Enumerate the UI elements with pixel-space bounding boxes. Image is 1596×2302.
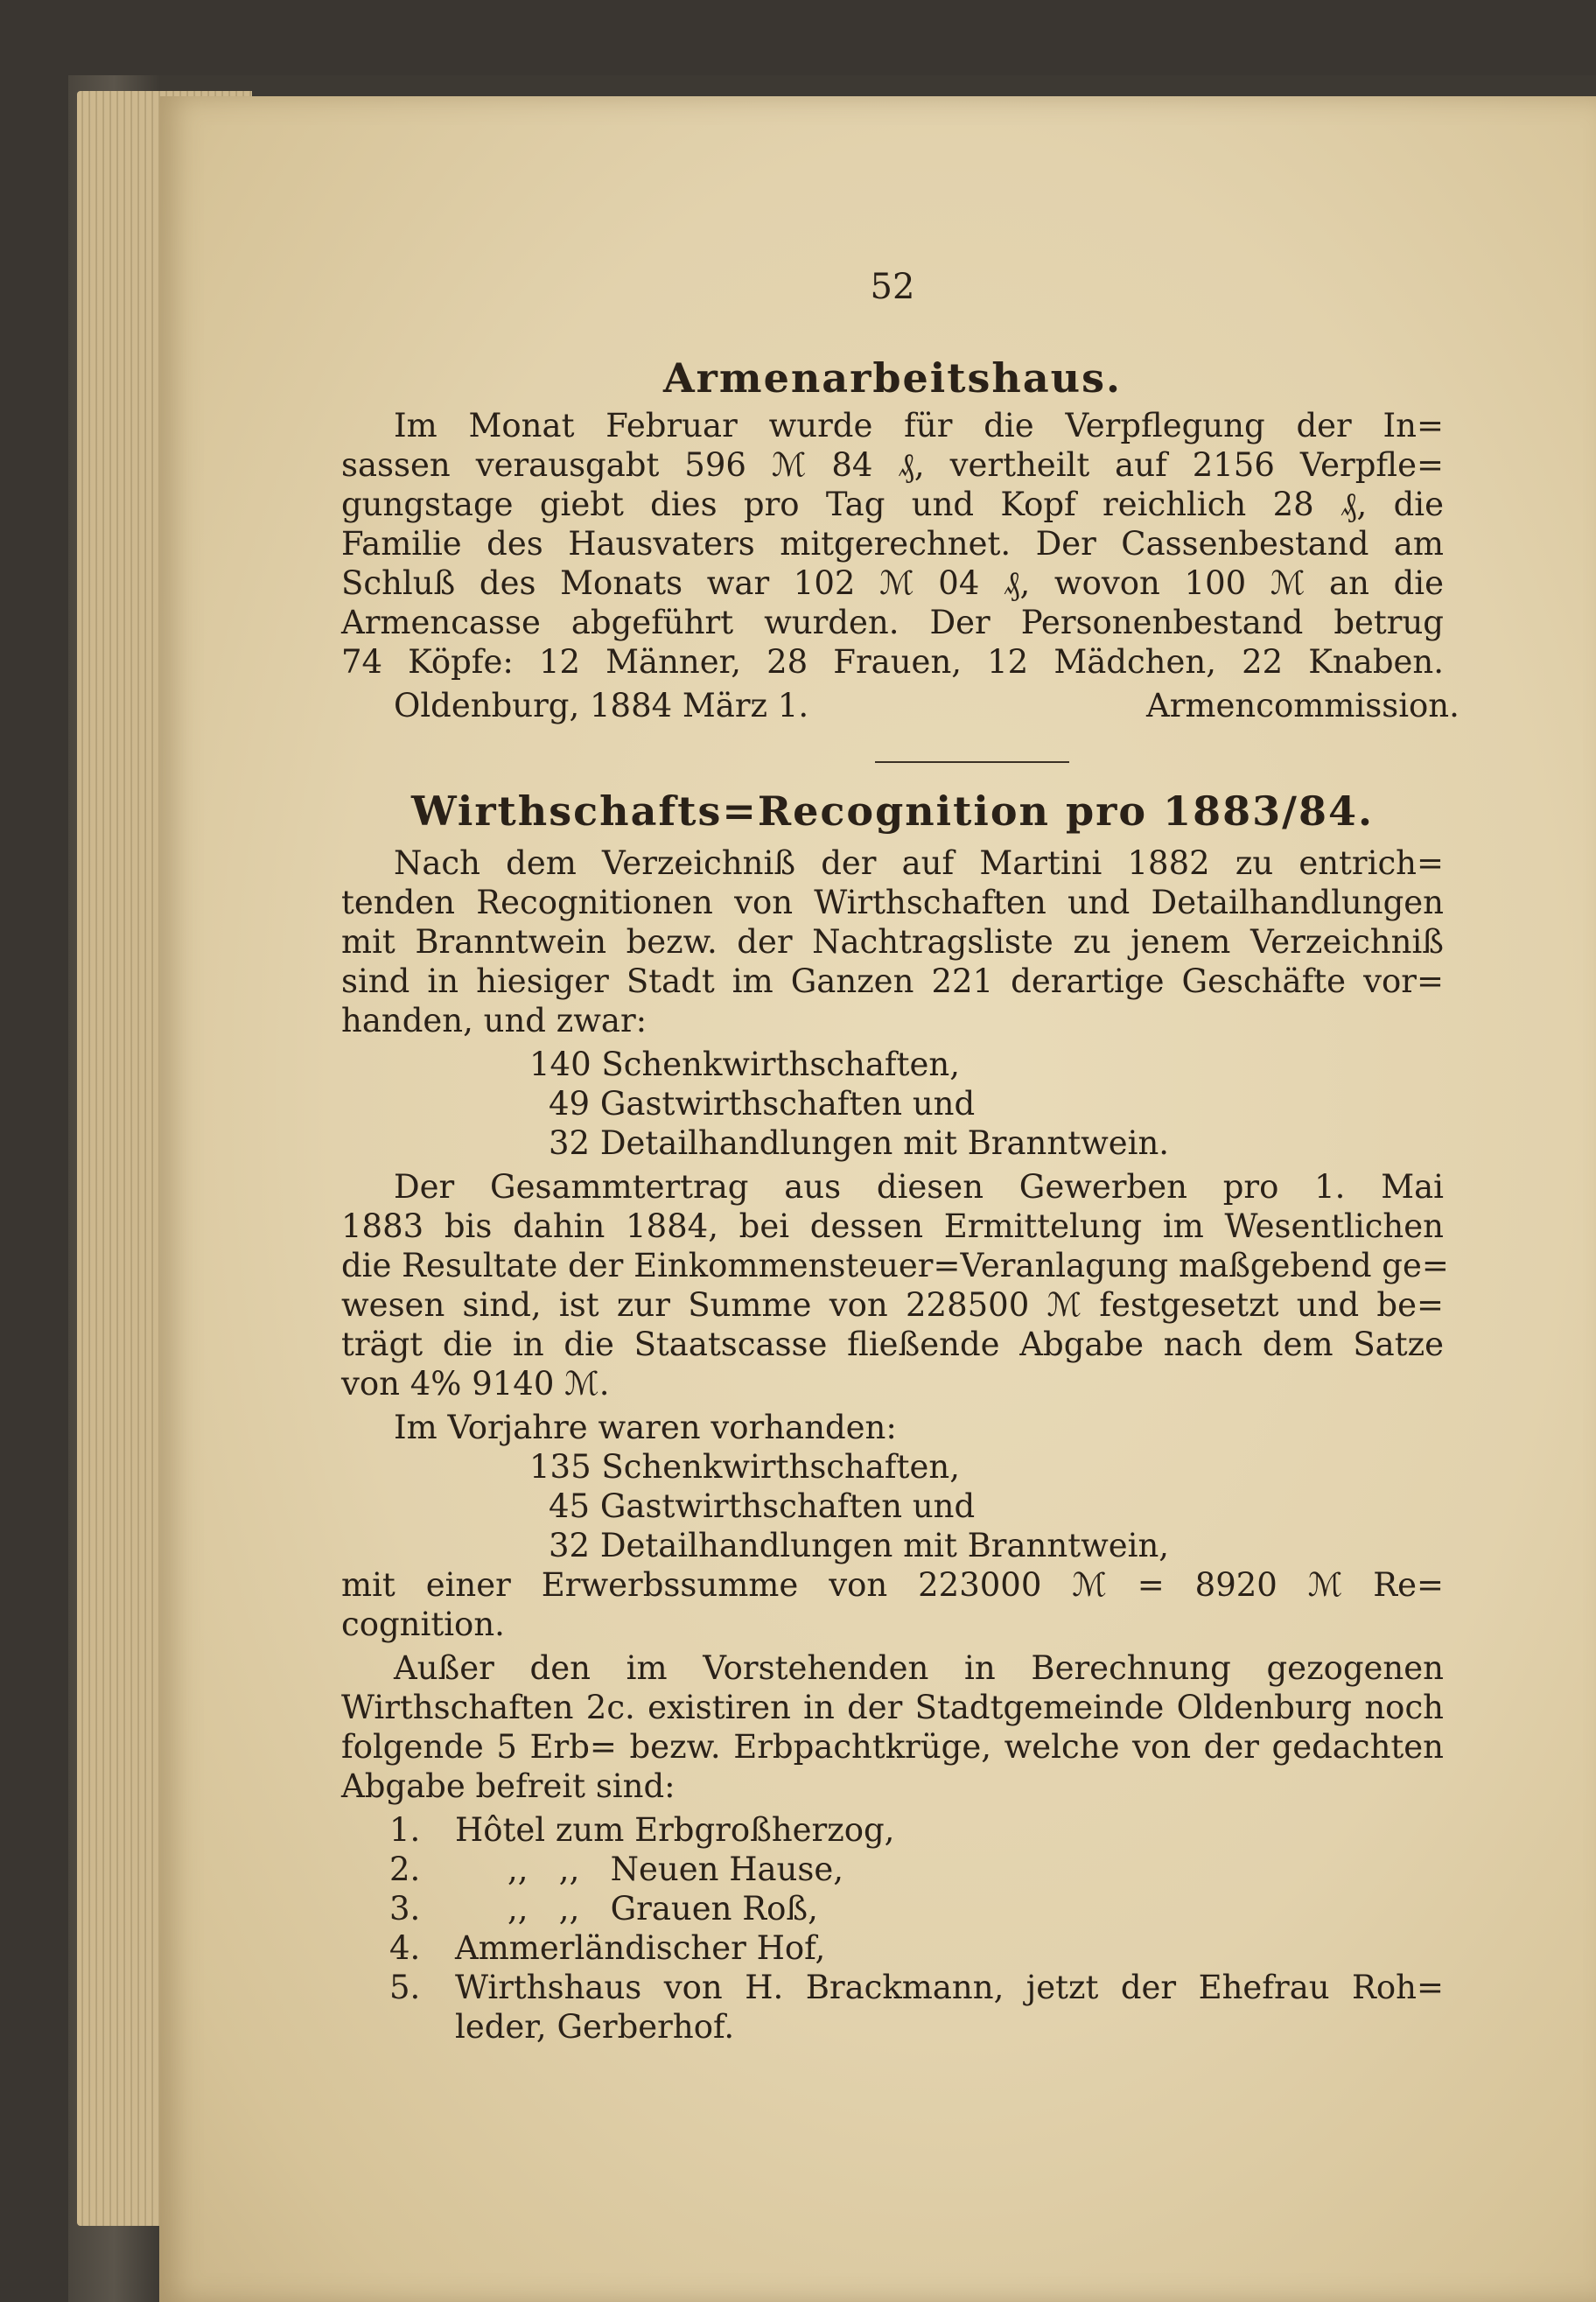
list-number: 3. (389, 1890, 421, 1928)
text-line: Wirthschaften 2c. existiren in der Stadtgemeinde Oldenburg noch (341, 1689, 1444, 1726)
section-heading-armenarbeitshaus: Armenarbeitshaus. (662, 354, 1122, 402)
text-line: Familie des Hausvaters mitgerechnet. Der Cassenbestand am (341, 525, 1444, 563)
text-line: Nach dem Verzeichniß der auf Martini 1882 zu entrich= (394, 844, 1444, 882)
text-line: Schluß des Monats war 102 ℳ 04 ₰, wovon 100 ℳ an die (341, 564, 1444, 602)
list-item: Hôtel zum Erbgroßherzog, (455, 1811, 895, 1849)
text-line: gungstage giebt dies pro Tag und Kopf reichlich 28 ₰, die (341, 486, 1444, 523)
text-line: Der Gesammtertrag aus diesen Gewerben pro 1. Mai (394, 1168, 1444, 1206)
text-line: folgende 5 Erb= bezw. Erbpachtkrüge, welche von der gedachten (341, 1728, 1444, 1766)
text-line: von 4% 9140 ℳ. (341, 1365, 610, 1403)
list-number: 5. (389, 1969, 421, 2006)
text-line: trägt die in die Staatscasse fließende Abgabe nach dem Satze (341, 1326, 1444, 1363)
list-item: 32 Detailhandlungen mit Branntwein. (549, 1124, 1170, 1162)
list-item: ,, ,, Grauen Roß, (508, 1890, 818, 1928)
list-item: 49 Gastwirthschaften und (549, 1085, 976, 1123)
text-line: Im Vorjahre waren vorhanden: (394, 1409, 897, 1446)
text-line: 1883 bis dahin 1884, bei dessen Ermittelung im Wesentlichen (341, 1207, 1444, 1245)
list-item: Wirthshaus von H. Brackmann, jetzt der Ehefrau Roh= (455, 1969, 1444, 2006)
list-item: leder, Gerberhof. (455, 2008, 735, 2046)
list-item: 45 Gastwirthschaften und (549, 1487, 976, 1525)
text-line: mit einer Erwerbssumme von 223000 ℳ = 8920 ℳ Re= (341, 1566, 1444, 1604)
list-number: 4. (389, 1929, 421, 1967)
list-item: ,, ,, Neuen Hause, (508, 1851, 844, 1888)
text-line: mit Branntwein bezw. der Nachtragsliste zu jenem Verzeichniß (341, 923, 1444, 961)
text-line: handen, und zwar: (341, 1002, 648, 1039)
text-line: sind in hiesiger Stadt im Ganzen 221 derartige Geschäfte vor= (341, 962, 1444, 1000)
signature: Armencommission. (1146, 687, 1460, 724)
text-line: die Resultate der Einkommensteuer=Veranlagung maßgebend ge= (341, 1247, 1449, 1284)
list-number: 2. (389, 1851, 421, 1888)
section-heading-wirthschafts: Wirthschafts=Recognition pro 1883/84. (411, 787, 1374, 835)
list-number: 1. (389, 1811, 421, 1849)
text-line: cognition. (341, 1606, 505, 1643)
text-line: tenden Recognitionen von Wirthschaften und Detailhandlungen (341, 884, 1444, 921)
list-item: 135 Schenkwirthschaften, (529, 1448, 960, 1486)
text-line: 74 Köpfe: 12 Männer, 28 Frauen, 12 Mädchen, 22 Knaben. (341, 643, 1444, 681)
text-line: Außer den im Vorstehenden in Berechnung gezogenen (394, 1649, 1444, 1687)
text-line: Im Monat Februar wurde für die Verpflegung der In= (394, 407, 1444, 444)
text-line: wesen sind, ist zur Summe von 228500 ℳ festgesetzt und be= (341, 1286, 1444, 1324)
place-date: Oldenburg, 1884 März 1. (394, 687, 809, 724)
list-item: Ammerländischer Hof, (455, 1929, 826, 1967)
text-line: sassen verausgabt 596 ℳ 84 ₰, vertheilt auf 2156 Verpfle= (341, 446, 1444, 484)
page-number: 52 (870, 267, 915, 307)
text-line: Armencasse abgeführt wurden. Der Personenbestand betrug (341, 604, 1444, 641)
section-divider (875, 761, 1069, 763)
list-item: 32 Detailhandlungen mit Branntwein, (549, 1527, 1170, 1564)
text-line: Abgabe befreit sind: (341, 1767, 676, 1805)
list-item: 140 Schenkwirthschaften, (529, 1046, 960, 1083)
